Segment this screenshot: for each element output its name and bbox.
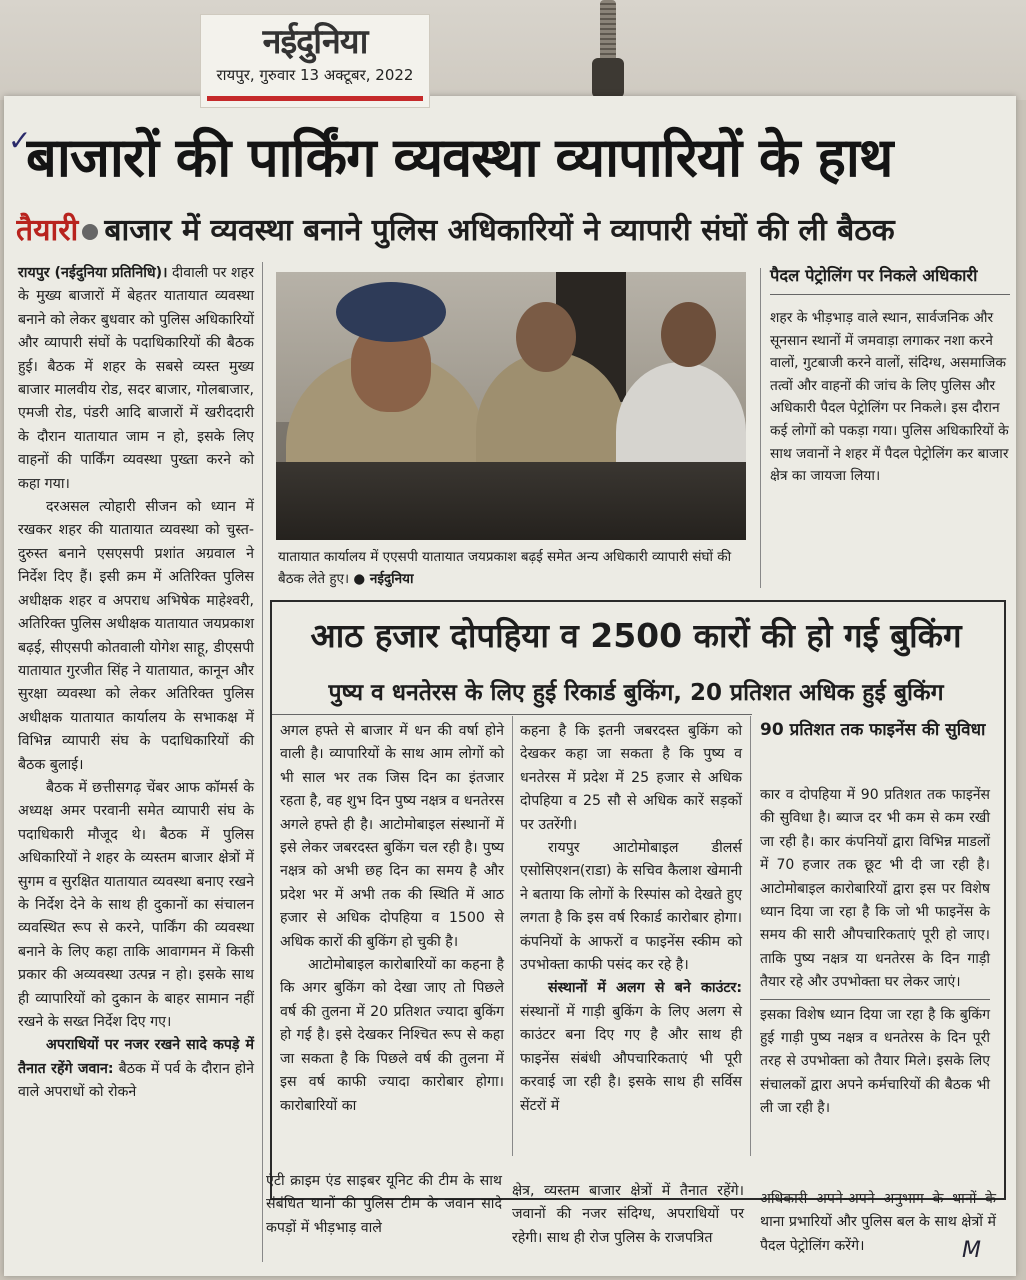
bottom-column-3 [512,1180,744,1250]
booking-paragraph: आटोमोबाइल कारोबारियों का कहना है कि अगर बुकिंग को देखा जाए तो पिछले वर्ष की तुलना में 20 प्रतिशत ज्यादा बुकिंग हो गई है। इसे देखकर निश्चित रूप से कहा जा सकता है कि पिछले वर्ष की तुलना में इस वर्ष काफी ज्यादा कारोबार होगा। कारोबारियों का [280,957,504,1114]
column-divider [760,999,990,1000]
photo-caption [278,546,748,590]
booking-paragraph: इसका विशेष ध्यान दिया जा रहा है कि बुकिंग हुई गाड़ी पुष्य नक्षत्र व धनतेरस के दिन पूरी तरह से उपभोक्ता को तैयार मिले। इसके लिए संचालकों द्वारा अपने कर्मचारियों की बैठक भी ली जा रही है। [760,1006,990,1117]
bottom-column-2 [266,1170,502,1240]
paragraph-lead: अपराधियों पर नजर रखने सादे कपड़े में तैनात रहेंगे जवान: [18,1037,254,1077]
officer-beret [336,282,446,342]
paragraph-text: दीवाली पर शहर के मुख्य बाजारों में बेहतर यातायात व्यवस्था बनाने को लेकर बुधवार को पुलिस अधिकारियों और व्यापारी संघों के पदाधिकारियों की बैठक हुई। बैठक में शहर के सबसे व्यस्त मुख्य बाजार मालवीय रोड, सदर बाजार, गोलबाजार, एमजी रोड, पंडरी आदि बाजारों में खरीददारी के दौरान यातायात जाम न हो, इसके लिए वाहनों की पार्किंग व्यवस्था पुख्ता करने को कहा गया। [18,265,255,492]
article-paragraph: दरअसल त्योहारी सीजन को ध्यान में रखकर शहर की यातायात व्यवस्था को चुस्त-दुरुस्त बनाने एसएसपी प्रशांत अग्रवाल ने निर्देश दिए हैं। इसी क्रम में अतिरिक्त पुलिस अधीक्षक शहर व अपराध अभिषेक माहेश्वरी, अतिरिक्त पुलिस अधीक्षक यातायात जयप्रकाश बढ़ई, सीएसपी कोतवाली योगेश साहू, डीएसपी यातायात गुरजीत सिंह ने यातायात, कानून और सुरक्षा व्यवस्था को लेकर अतिरिक्त पुलिस अधीक्षक यातायात कार्यालय के सभाकक्ष में विभिन्न व्यापारी संघ के पदाधिकारियों की बैठक बुलाई। [18,499,254,773]
article-paragraph [18,262,254,496]
bullet-dot [82,224,98,240]
officer-right-head [661,302,716,367]
article-paragraph: क्षेत्र, व्यस्तम बाजार क्षेत्रों में तैनात रहेंगे। जवानों की नजर संदिग्ध, अपराधियों पर रहेगी। साथ ही रोज पुलिस के राजपत्रित [512,1183,744,1246]
paragraph-text: बैठक में पर्व के दौरान होने वाले अपराधों को रोकने [18,1060,254,1101]
paragraph-lead: संस्थानों में अलग से बने काउंटर: [548,980,742,997]
newspaper-logo: नईदुनिया [262,22,368,62]
booking-paragraph: कहना है कि इतनी जबरदस्त बुकिंग को देखकर कहा जा सकता है कि पुष्य व धनतेरस में प्रदेश में 25 हजार से अधिक दोपहिया व 25 सौ से अधिक कारें सड़कों पर उतरेंगी। [520,723,742,833]
booking-paragraph [520,977,742,1117]
booking-subtitle: पुष्य व धनतेरस के लिए हुई रिकार्ड बुकिंग, 20 प्रतिशत अधिक हुई बुकिंग [328,680,944,706]
caption-text: यातायात कार्यालय में एएसपी यातायात जयप्रकाश बढ़ई समेत अन्य अधिकारी व्यापारी संघों की बैठक लेते हुए। [278,549,732,587]
sidebar-text: शहर के भीड़भाड़ वाले स्थान, सार्वजनिक और सूनसान स्थानों में जमवाड़ा लगाकर नशा करने वालों, गुटबाजी करने वालों, संदिग्ध, असमाजिक तत्वों और वाहनों की जांच के लिए पुलिस और अधिकारी पैदल पेट्रोलिंग पर निकले। इस दौरान कई लोगों को पकड़ा गया। पुलिस अधिकारियों के साथ जवानों ने शहर में पैदल पेट्रोलिंग कर बाजार क्षेत्र का जायजा लिया। [770,310,1009,485]
sidebar-rule [770,294,1010,295]
page-headline: बाजारों की पार्किंग व्यवस्था व्यापारियों के हाथ [26,126,893,189]
booking-paragraph: रायपुर आटोमोबाइल डीलर्स एसोसिएशन(राडा) के सचिव कैलाश खेमानी ने बताया कि लोगों के रिस्पांस को देखते हुए लगता है कि इस वर्ष रिकार्ड कारोबार होगा। कंपनियों के आफरों व फाइनेंस स्कीम को उपभोक्ता काफी पसंद कर रहे है। [520,840,742,974]
pen-mark: ✓ [8,124,32,157]
dateline: रायपुर, गुरुवार 13 अक्टूबर, 2022 [216,66,414,84]
masthead [200,14,430,108]
box-rule [272,714,752,715]
sub-headline [16,208,1006,254]
column-rule [262,262,263,1262]
meeting-photo [276,272,746,540]
background-wall [0,0,1026,100]
article-paragraph: एंटी क्राइम एंड साइबर यूनिट की टीम के साथ संबंधित थानों की पुलिस टीम के जवान सादे कपड़ों में भीड़भाड़ वाले [266,1173,502,1236]
column-rule [760,268,761,588]
sidebar-box [770,264,1010,594]
finance-heading: 90 प्रतिशत तक फाइनेंस की सुविधा [760,720,986,740]
bottom-column-4 [760,1188,996,1258]
article-paragraph: बैठक में छत्तीसगढ़ चेंबर आफ कॉमर्स के अध्यक्ष अमर परवानी समेत व्यापारी संघ के पदाधिकारी मौजूद थे। बैठक में पुलिस अधिकारियों ने शहर के व्यस्तम बाजार क्षेत्रों में सुगम व सुरक्षित यातायात व्यवस्था बनाए रखने के निर्देश देने के साथ ही दुकानों का संचालन व्यवस्थित रूप से करने, पार्किंग की व्यवस्था बनाने के लिए कहा ताकि आवागमन में किसी प्रकार की अव्यवस्था उत्पन्न न हो। इसके साथ ही व्यापारियों को दुकान के बाहर सामान नहीं रखने के सख्त निर्देश दिए गए। [18,779,254,1030]
booking-column-1 [280,720,504,1118]
sub-headline-text: बाजार में व्यवस्था बनाने पुलिस अधिकारियों ने व्यापारी संघों की ली बैठक [104,213,895,248]
caption-credit: ● नईदुनिया [353,571,414,587]
column-rule [512,716,513,1156]
article-column-1 [18,262,254,1105]
booking-paragraph: अगल हफ्ते से बाजार में धन की वर्षा होने वाली है। व्यापारियों के साथ आम लोगों को भी साल भर तक जिस दिन का इंतजार रहता है, वह शुभ दिन पुष्य नक्षत्र व धनतेरस अगले हफ्ते ही है। आटोमोबाइल संस्थानों में इसे लेकर जबरदस्त बुकिंग चल रही है। पुष्य नक्षत्र को अभी छह दिन का समय है और प्रदेश भर में अभी तक की स्थिति में आठ हजार से अधिक दोपहिया व 1500 से अधिक कारों की बुकिंग हो चुकी है। [280,723,504,950]
article-paragraph: अधिकारी अपने-अपने अनुभाग के थानों के थाना प्रभारियों और पुलिस बल के साथ क्षेत्रों में पैदल पेट्रोलिंग करेंगे। [760,1191,996,1254]
booking-column-2 [520,720,742,1118]
handwritten-mark: M [962,1238,981,1263]
article-paragraph [18,1034,254,1104]
sidebar-heading: पैदल पेट्रोलिंग पर निकले अधिकारी [770,266,978,285]
column-rule [750,716,751,1156]
binder-clip [592,58,624,98]
photo-table [276,462,746,540]
booking-paragraph: कार व दोपहिया में 90 प्रतिशत तक फाइनेंस की सुविधा है। ब्याज दर भी कम से कम रखी जा रही है। कार कंपनियों द्वारा विभिन्न माडलों में 70 हजार तक छूट भी दी जा रही है। आटोमोबाइल कारोबारियों द्वारा इस पर विशेष ध्यान दिया जा रहा है कि जो भी फाइनेंस के समय की सारी औपचारिकताएं पूरी हो जाए। ताकि पुष्य नक्षत्र या धनतेरस के दिन गाड़ी तैयार रहे और उपभोक्ता घर लेकर जाएं। [760,787,990,991]
masthead-rule [207,96,423,101]
paragraph-text: संस्थानों में गाड़ी बुकिंग के लिए अलग से काउंटर बना दिए गए है और साथ ही फाइनेंस संबंधी औपचारिकताएं भी पूरी करवाई जा रही है। इसके साथ ही सर्विस सेंटरों में [520,1003,742,1114]
caption-credit-text: नईदुनिया [369,571,414,587]
kicker-label: तैयारी [16,213,79,248]
officer-center-head [516,302,576,372]
booking-title: आठ हजार दोपहिया व 2500 कारों की हो गई बुकिंग [310,616,962,655]
booking-column-3 [760,784,990,1121]
byline: रायपुर (नईदुनिया प्रतिनिधि)। [18,265,168,281]
